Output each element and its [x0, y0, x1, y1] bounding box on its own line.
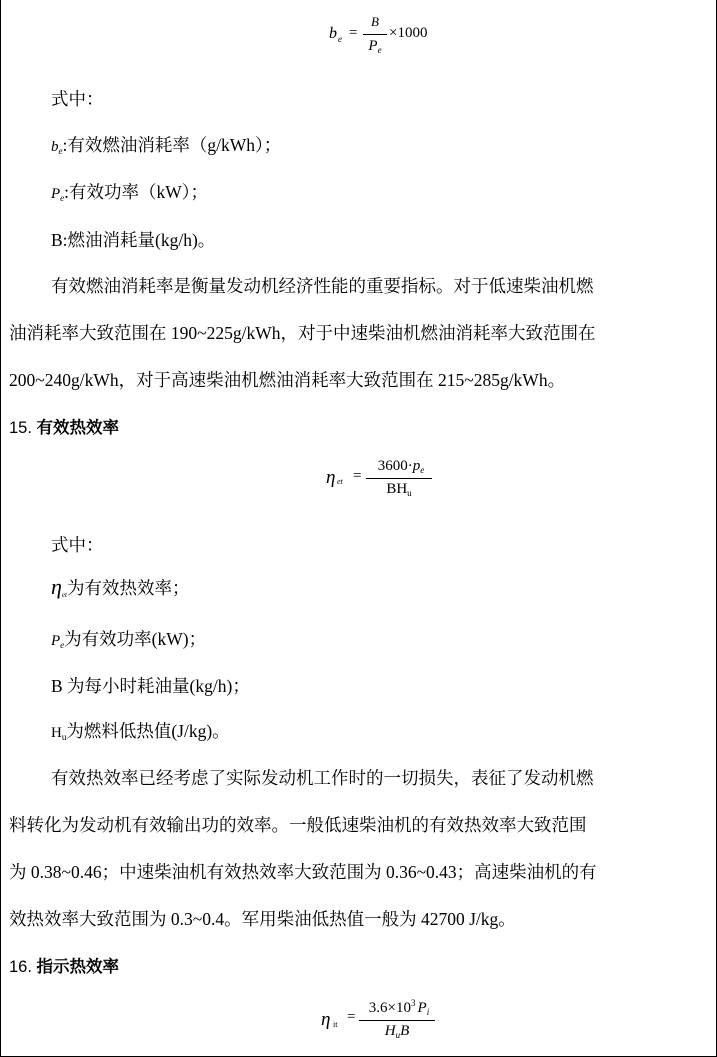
formula-eta-et-numerator: $3600\cdot p_e$ [377, 458, 425, 475]
heading-15-title: 有效热效率 [36, 418, 120, 437]
def-eta-et-text: 为有效热效率； [66, 578, 190, 598]
where-label-2: 式中： [51, 535, 104, 555]
para2-line-1: 有效热效率已经考虑了实际发动机工作时的一切损失，表征了发动机燃 [51, 768, 594, 788]
formula-eta-et-eq: = [353, 468, 362, 484]
formula-eta-et [326, 455, 446, 503]
formula-eta-it-denominator: $H_uB$ [384, 1023, 410, 1040]
def-pe-2: $P_e$为有效功率(kW)； [51, 629, 207, 650]
formula-eta-et-denominator: $BH_u$ [386, 481, 412, 498]
para1-line-2: 油消耗率大致范围在 190~225g/kWh，对于中速柴油机燃油消耗率大致范围在 [9, 323, 596, 343]
formula-eta-et-fraction-bar [366, 478, 432, 479]
def-eta-et: $\eta_{et}$为有效热效率； [51, 574, 190, 599]
def-hu: $H_u$为燃料低热值(J/kg)。 [51, 721, 230, 742]
def-pe-2-text: 为有效功率(kW)； [64, 629, 207, 649]
formula-be-eq: = [349, 25, 358, 41]
formula-eta-it-lhs-sub: it [333, 1020, 338, 1029]
heading-16-title: 指示热效率 [36, 957, 120, 976]
def-hu-symbol: H [51, 725, 62, 741]
heading-15-number: 15. [9, 419, 37, 437]
para2-line-3: 为 0.38~0.46；中速柴油机有效热效率大致范围为 0.36~0.43；高速柴油机的有 [9, 862, 597, 882]
def-be-symbol: b [51, 139, 59, 155]
formula-be-denominator: $P_e$ [368, 38, 382, 55]
def-hu-text: 为燃料低热值(J/kg)。 [66, 721, 230, 741]
heading-16-number: 16. [9, 958, 37, 976]
para1-line-3: 200~240g/kWh，对于高速柴油机燃油消耗率大致范围在 215~285g/kWh。 [9, 370, 566, 390]
formula-be-numerator: B [371, 14, 379, 29]
def-pe: $P_e$:有效功率（kW）； [51, 182, 209, 203]
where-label-1: 式中： [51, 89, 104, 109]
def-pe-text: :有效功率（kW）； [64, 182, 209, 202]
para2-line-4: 效热效率大致范围为 0.3~0.4。军用柴油低热值一般为 42700 J/kg。 [9, 909, 516, 929]
formula-be-fraction-bar [363, 34, 387, 35]
para2-line-2: 料转化为发动机有效输出功的效率。一般低速柴油机的有效热效率大致范围 [9, 815, 587, 835]
heading-15 [9, 414, 119, 438]
def-be-text: :有效燃油消耗率（g/kWh）； [62, 135, 282, 155]
def-be: $b_e$:有效燃油消耗率（g/kWh）； [51, 135, 282, 156]
formula-eta-et-lhs-sub: et [337, 477, 343, 486]
formula-be-tail: ×1000 [389, 25, 428, 41]
formula-eta-it-numerator: $3.6\times 10^3$ $P_i$ [368, 998, 430, 1017]
def-pe-2-symbol: P [51, 633, 61, 649]
def-eta-et-symbol: η [51, 574, 62, 599]
formula-be-lhs: b [329, 25, 337, 42]
formula-be-lhs-sub: e [338, 34, 342, 44]
def-b: B:燃油消耗量(kg/h)。 [51, 230, 216, 250]
def-b-2: B 为每小时耗油量(kg/h)； [51, 676, 250, 696]
formula-eta-et-lhs: η [326, 467, 336, 488]
para1-line-1: 有效燃油消耗率是衡量发动机经济性能的重要指标。对于低速柴油机燃 [51, 276, 594, 296]
def-pe-symbol: P [51, 186, 61, 202]
heading-16 [9, 953, 119, 977]
formula-eta-it-eq: = [347, 1009, 356, 1025]
formula-eta-it [321, 995, 451, 1045]
formula-be [329, 14, 469, 64]
formula-eta-it-lhs: η [321, 1009, 331, 1030]
formula-eta-it-fraction-bar [359, 1020, 435, 1021]
